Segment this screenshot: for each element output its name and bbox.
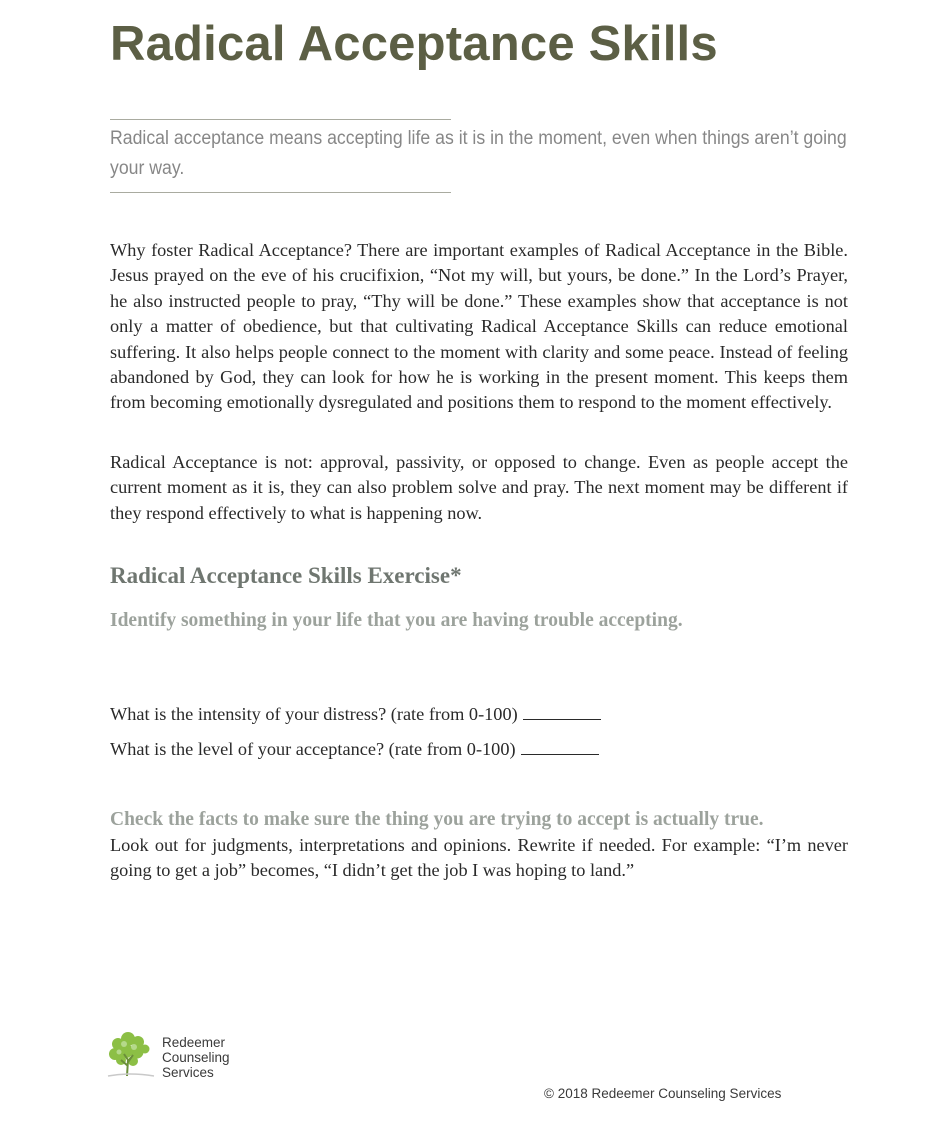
exercise-heading: Radical Acceptance Skills Exercise* <box>110 563 462 588</box>
logo-wordmark <box>162 1035 230 1080</box>
tree-icon <box>104 1030 158 1080</box>
logo-line: Redeemer <box>162 1035 226 1050</box>
definition-top-rule <box>110 119 451 120</box>
distress-question <box>110 704 601 725</box>
check-facts-heading: Check the facts to make sure the thing you are trying to accept is actually true. <box>110 809 764 830</box>
distress-question-text: What is the intensity of your distress? (rate from 0-100) <box>110 704 518 724</box>
logo-line: Counseling <box>162 1050 230 1065</box>
acceptance-answer-blank[interactable] <box>521 740 599 755</box>
identify-prompt: Identify something in your life that you are having trouble accepting. <box>110 610 683 631</box>
not-paragraph: Radical Acceptance is not: approval, passivity, or opposed to change. Even as people accept the current moment as it is, they can also problem solve and pray. The next moment may be different if they respond effectively to what is happening now. <box>110 452 848 523</box>
copyright-text: © 2018 Redeemer Counseling Services <box>544 1086 782 1101</box>
acceptance-question-text: What is the level of your acceptance? (rate from 0-100) <box>110 739 516 759</box>
logo-line: Services <box>162 1065 214 1080</box>
check-facts-text: Look out for judgments, interpretations and opinions. Rewrite if needed. For example: “I’m never going to get a job” becomes, “I didn’t get the job I was hoping to land.” <box>110 835 848 881</box>
page-title: Radical Acceptance Skills <box>110 17 718 71</box>
org-logo <box>104 1030 254 1080</box>
intro-paragraph: Why foster Radical Acceptance? There are important examples of Radical Acceptance in the Bible. Jesus prayed on the eve of his crucifixion, “Not my will, but yours, be done.” In the Lord’s Prayer, he also instructed people to pray, “Thy will be done.” These examples show that acceptance is not only a matter of obedience, but that cultivating Radical Acceptance Skills can reduce emotional suffering. It also helps people connect to the moment with clarity and some peace. Instead of feeling abandoned by God, they can look for how he is working in the present moment. This keeps them from becoming emotionally dysregulated and positions them to respond to the moment effectively. <box>110 240 848 413</box>
distress-answer-blank[interactable] <box>523 705 601 720</box>
definition-text: Radical acceptance means accepting life as it is in the moment, even when things aren’t going your way. <box>110 128 847 179</box>
acceptance-question <box>110 739 599 760</box>
definition-bottom-rule <box>110 192 451 193</box>
